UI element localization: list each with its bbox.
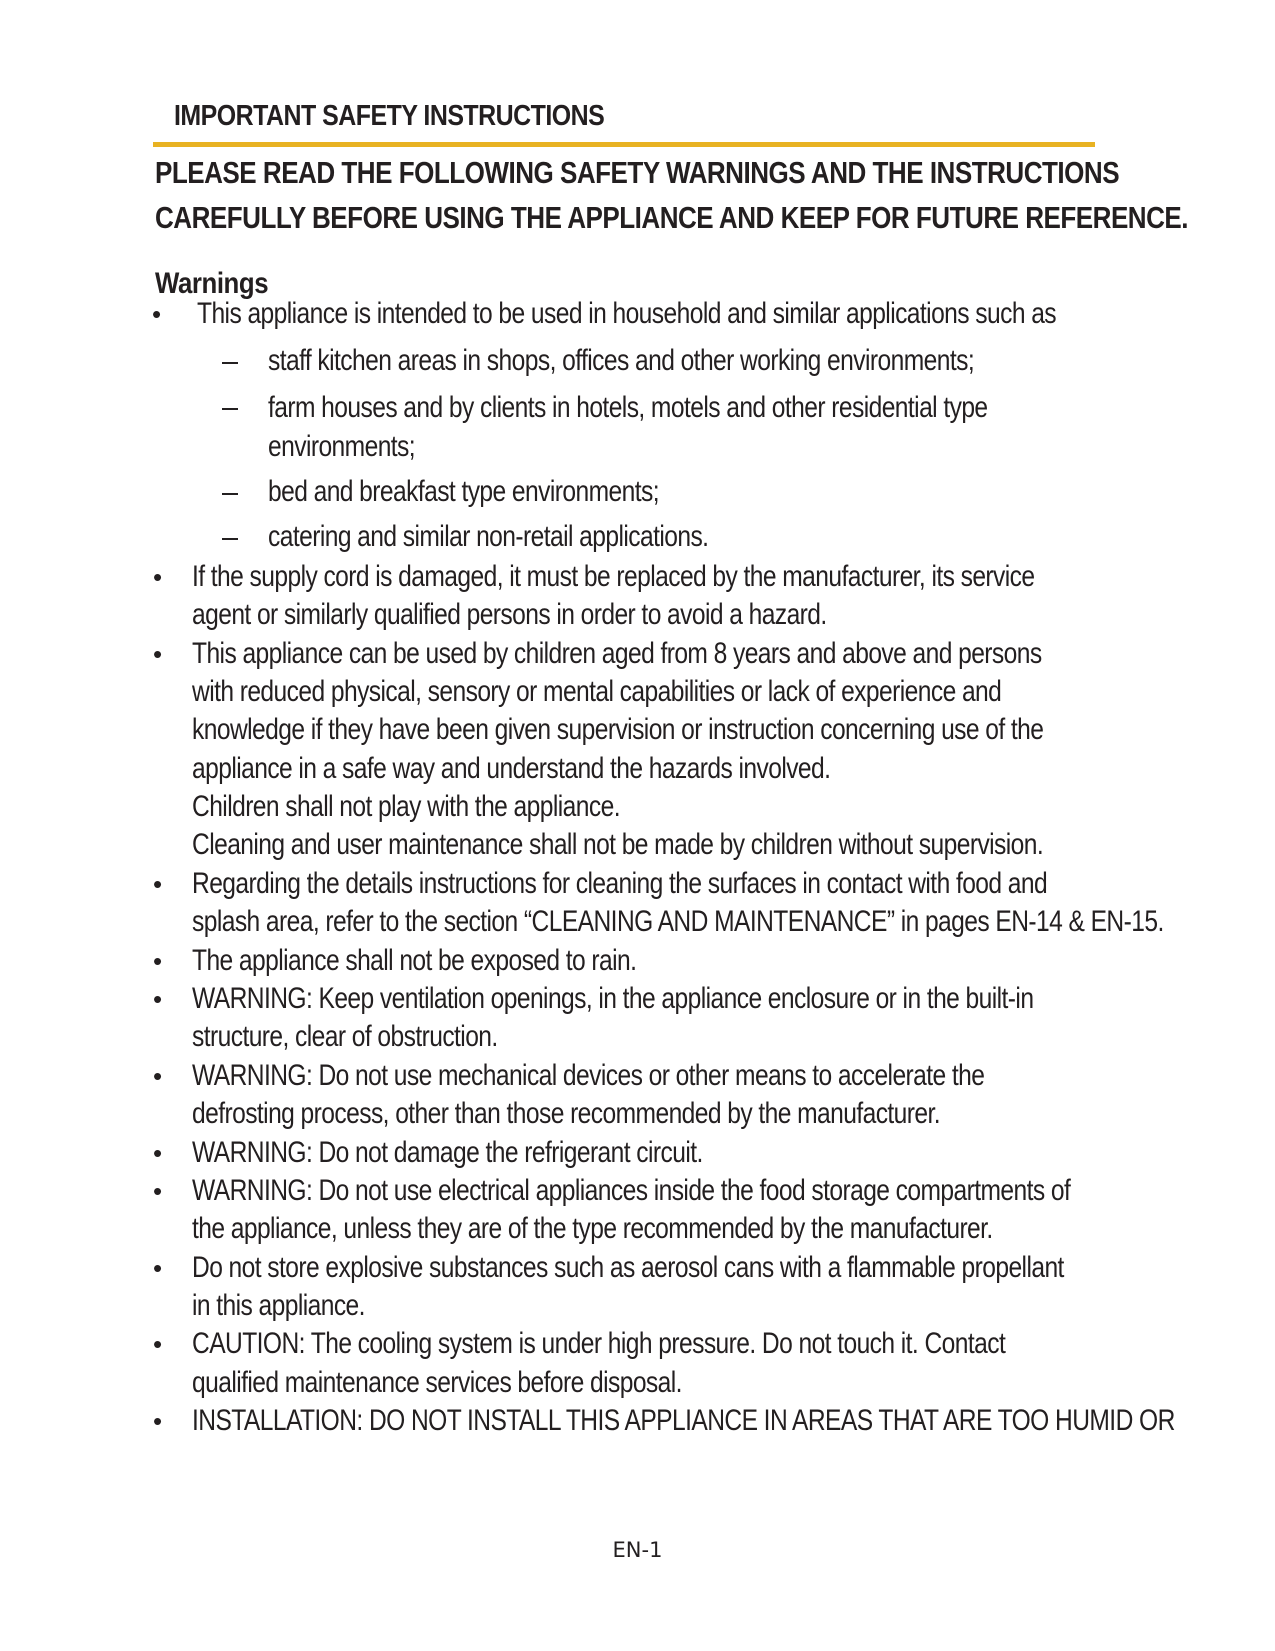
lead-line: PLEASE READ THE FOLLOWING SAFETY WARNINGS AND THE INSTRUCTIONS: [155, 155, 1120, 190]
title-underline-rule: [153, 142, 1095, 147]
warning-text: WARNING: Keep ventilation openings, in the appliance enclosure or in the built-in: [192, 982, 1034, 1015]
warning-text: Do not store explosive substances such as aerosol cans with a flammable propellant: [192, 1251, 1064, 1284]
bullet-icon: •: [153, 946, 163, 976]
dash-icon: [222, 538, 238, 540]
warning-text: CAUTION: The cooling system is under high pressure. Do not touch it. Contact: [192, 1327, 1006, 1360]
bullet-icon: •: [153, 1253, 163, 1283]
warning-text: This appliance can be used by children aged from 8 years and above and persons: [192, 637, 1042, 670]
sub-item-text: environments;: [268, 430, 416, 463]
warning-text: defrosting process, other than those recommended by the manufacturer.: [192, 1097, 941, 1130]
bullet-icon: •: [153, 1138, 163, 1168]
dash-icon: [222, 408, 238, 410]
warning-text: splash area, refer to the section “CLEANING AND MAINTENANCE” in pages EN-14 & EN-15.: [192, 905, 1164, 938]
bullet-icon: •: [153, 562, 163, 592]
warning-text: knowledge if they have been given supervision or instruction concerning use of the: [192, 713, 1044, 746]
warning-text: If the supply cord is damaged, it must be replaced by the manufacturer, its service: [192, 560, 1035, 593]
warnings-heading: Warnings: [155, 267, 269, 300]
lead-instruction: [155, 150, 1189, 240]
sub-item-text: staff kitchen areas in shops, offices and other working environments;: [268, 344, 975, 377]
lead-line: CAREFULLY BEFORE USING THE APPLIANCE AND KEEP FOR FUTURE REFERENCE.: [155, 200, 1189, 235]
warning-text: Children shall not play with the appliance.: [192, 790, 620, 823]
warning-text: INSTALLATION: DO NOT INSTALL THIS APPLIANCE IN AREAS THAT ARE TOO HUMID OR: [192, 1404, 1175, 1437]
warning-text: structure, clear of obstruction.: [192, 1020, 498, 1053]
page-number: EN-1: [612, 1538, 663, 1562]
warning-text: the appliance, unless they are of the type recommended by the manufacturer.: [192, 1212, 993, 1245]
bullet-icon: •: [153, 1406, 163, 1436]
warning-text: Cleaning and user maintenance shall not be made by children without supervision.: [192, 828, 1044, 861]
section-title: IMPORTANT SAFETY INSTRUCTIONS: [174, 100, 605, 132]
dash-icon: [222, 362, 238, 364]
warning-text: appliance in a safe way and understand the hazards involved.: [192, 752, 831, 785]
bullet-icon: •: [152, 299, 162, 329]
warning-text: with reduced physical, sensory or mental capabilities or lack of experience and: [192, 675, 1002, 708]
dash-icon: [222, 493, 238, 495]
bullet-icon: •: [153, 639, 163, 669]
warning-text: The appliance shall not be exposed to rain.: [192, 944, 637, 977]
warning-text: in this appliance.: [192, 1289, 365, 1322]
warning-text: agent or similarly qualified persons in order to avoid a hazard.: [192, 598, 827, 631]
warning-text: Regarding the details instructions for cleaning the surfaces in contact with food and: [192, 867, 1048, 900]
warning-text: WARNING: Do not use mechanical devices or other means to accelerate the: [192, 1059, 985, 1092]
bullet-icon: •: [153, 869, 163, 899]
bullet-icon: •: [153, 1061, 163, 1091]
sub-item-text: farm houses and by clients in hotels, motels and other residential type: [268, 391, 988, 424]
warning-text: WARNING: Do not use electrical appliances inside the food storage compartments of: [192, 1174, 1071, 1207]
sub-item-text: catering and similar non-retail applications.: [268, 520, 709, 553]
bullet-icon: •: [153, 1176, 163, 1206]
sub-item-text: bed and breakfast type environments;: [268, 475, 659, 508]
bullet-icon: •: [153, 984, 163, 1014]
bullet-icon: •: [153, 1329, 163, 1359]
warning-text: WARNING: Do not damage the refrigerant circuit.: [192, 1136, 703, 1169]
warning-text: This appliance is intended to be used in household and similar applications such as: [197, 297, 1057, 330]
warning-text: qualified maintenance services before disposal.: [192, 1366, 682, 1399]
